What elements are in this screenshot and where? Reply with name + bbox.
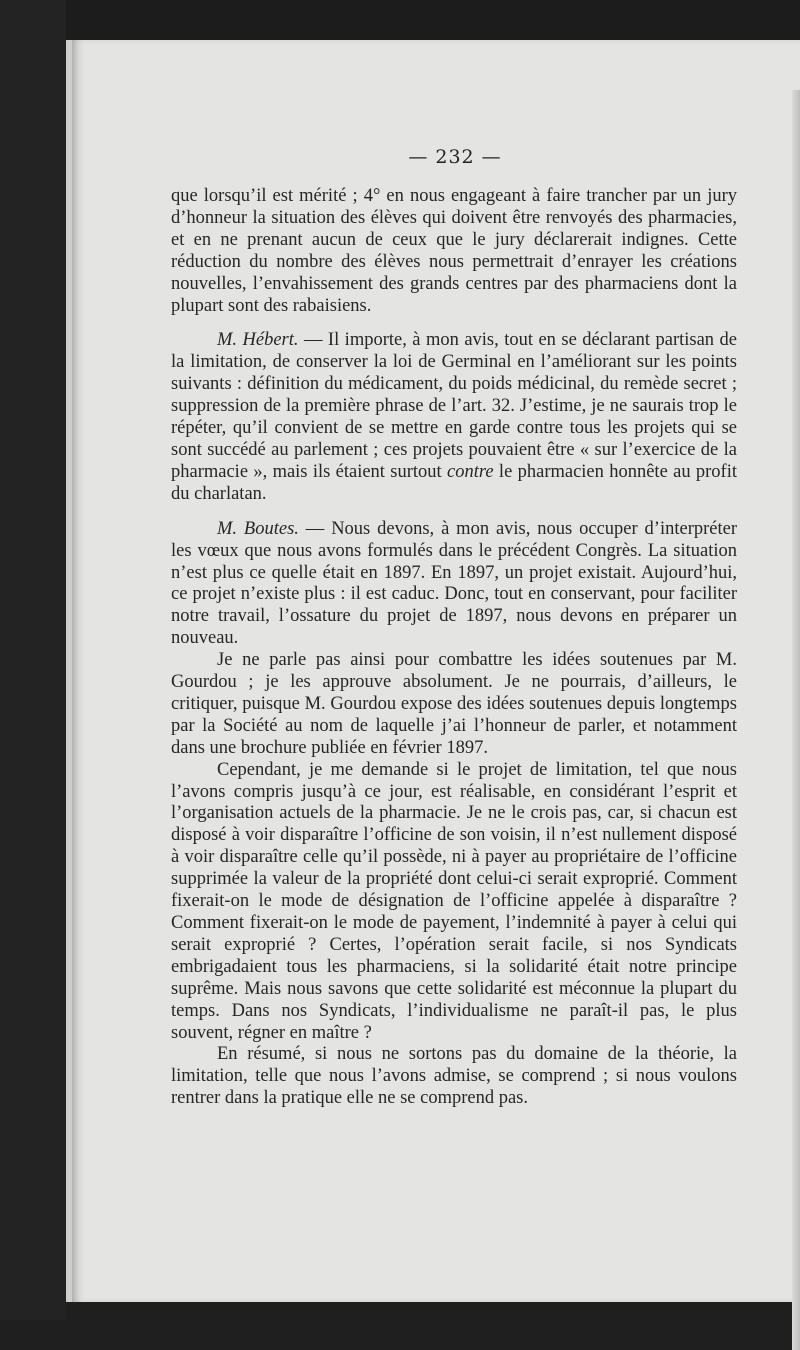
speaker-name: M. Hébert.	[217, 330, 299, 351]
body-text	[171, 186, 737, 1110]
paragraph	[171, 330, 737, 505]
paragraph	[171, 650, 737, 760]
scan-background-left	[0, 0, 66, 1320]
page-edge	[792, 90, 800, 1350]
paragraph-text: que lorsqu’il est mérité ; 4° en nous engageant à faire trancher par un jury d’honneur la situation des élèves qui doivent être renvoyés des pharmacies, et en ne prenant aucun de ceux que le jury déclarerait indignes. Cette réduction du nombre des élèves nous permettrait d’enrayer les créations nouvelles, l’envahissement des grands centres par des pharmaciens dont la plupart sont des rabaisiens.	[171, 186, 737, 316]
paragraph-text: le pharmacien honnête au profit du charlatan.	[171, 461, 738, 504]
paragraph	[171, 186, 737, 317]
paragraph	[171, 760, 737, 1045]
paragraph	[171, 1044, 737, 1110]
paragraph-text: — Il importe, à mon avis, tout en se déclarant partisan de la limitation, de conserver la loi de Germinal en l’améliorant sur les points suivants : définition du médicament, du poids médicinal, du remède secret ; suppression de la première phrase de l’art. 32. J’estime, je ne saurais trop le répéter, qu’il convient de se mettre en garde contre tous les projets qui se sont succédé au parlement ; ces projets pouvaient être « sur l’exercice de la pharmacie », mais ils étaient surtout	[171, 330, 737, 482]
paragraph	[171, 519, 737, 650]
page-number: — 232 —	[408, 146, 502, 168]
speaker-name: M. Boutes.	[217, 518, 299, 539]
scan-background-top	[0, 0, 800, 40]
emphasis: contre	[447, 461, 494, 482]
paragraph-text: Cependant, je me demande si le projet de limitation, tel que nous l’avons compris jusqu’à ce jour, est réalisable, en considérant l’esprit et l’organisation actuels de la pharmacie. Je ne le crois pas, car, si chacun est disposé à voir disparaître l’officine de son voisin, il n’est nullement disposé à voir disparaître celle qu’il possède, ni à payer au propriétaire de l’officine supprimée la valeur de la propriété dont celui-ci serait exproprié. Comment fixerait-on le mode de désignation de l’officine appelée à disparaître ? Comment fixerait-on le mode de payement, l’indemnité à payer à celui qui serait exproprié ? Certes, l’opération serait facile, si nos Syndicats embrigadaient tous les pharmaciens, si la solidarité était notre principe suprême. Mais nous savons que cette solidarité est méconnue la plupart du temps. Dans nos Syndicats, l’individualisme ne paraît-il pas, le plus souvent, régner en maître ?	[171, 759, 737, 1043]
paragraph-text: Je ne parle pas ainsi pour combattre les idées soutenues par M. Gourdou ; je les approuve absolument. Je ne pourrais, d’ailleurs, le critiquer, puisque M. Gourdou expose des idées soutenues depuis longtemps par la Société au nom de laquelle j’ai l’honneur de parler, et notamment dans une brochure publiée en février 1897.	[171, 650, 737, 758]
paragraph-text: En résumé, si nous ne sortons pas du domaine de la théorie, la limitation, telle que nous l’avons admise, se comprend ; si nous voulons rentrer dans la pratique elle ne se comprend pas.	[171, 1044, 737, 1109]
paragraph-text: — Nous devons, à mon avis, nous occuper d’interpréter les vœux que nous avons formulés dans le précédent Congrès. La situation n’est plus ce quelle était en 1897. En 1897, un projet existait. Aujourd’hui, ce projet n’existe plus : il est caduc. Donc, tout en conservant, pour faciliter notre travail, l’ossature du projet de 1897, nous devons en préparer un nouveau.	[171, 518, 737, 649]
